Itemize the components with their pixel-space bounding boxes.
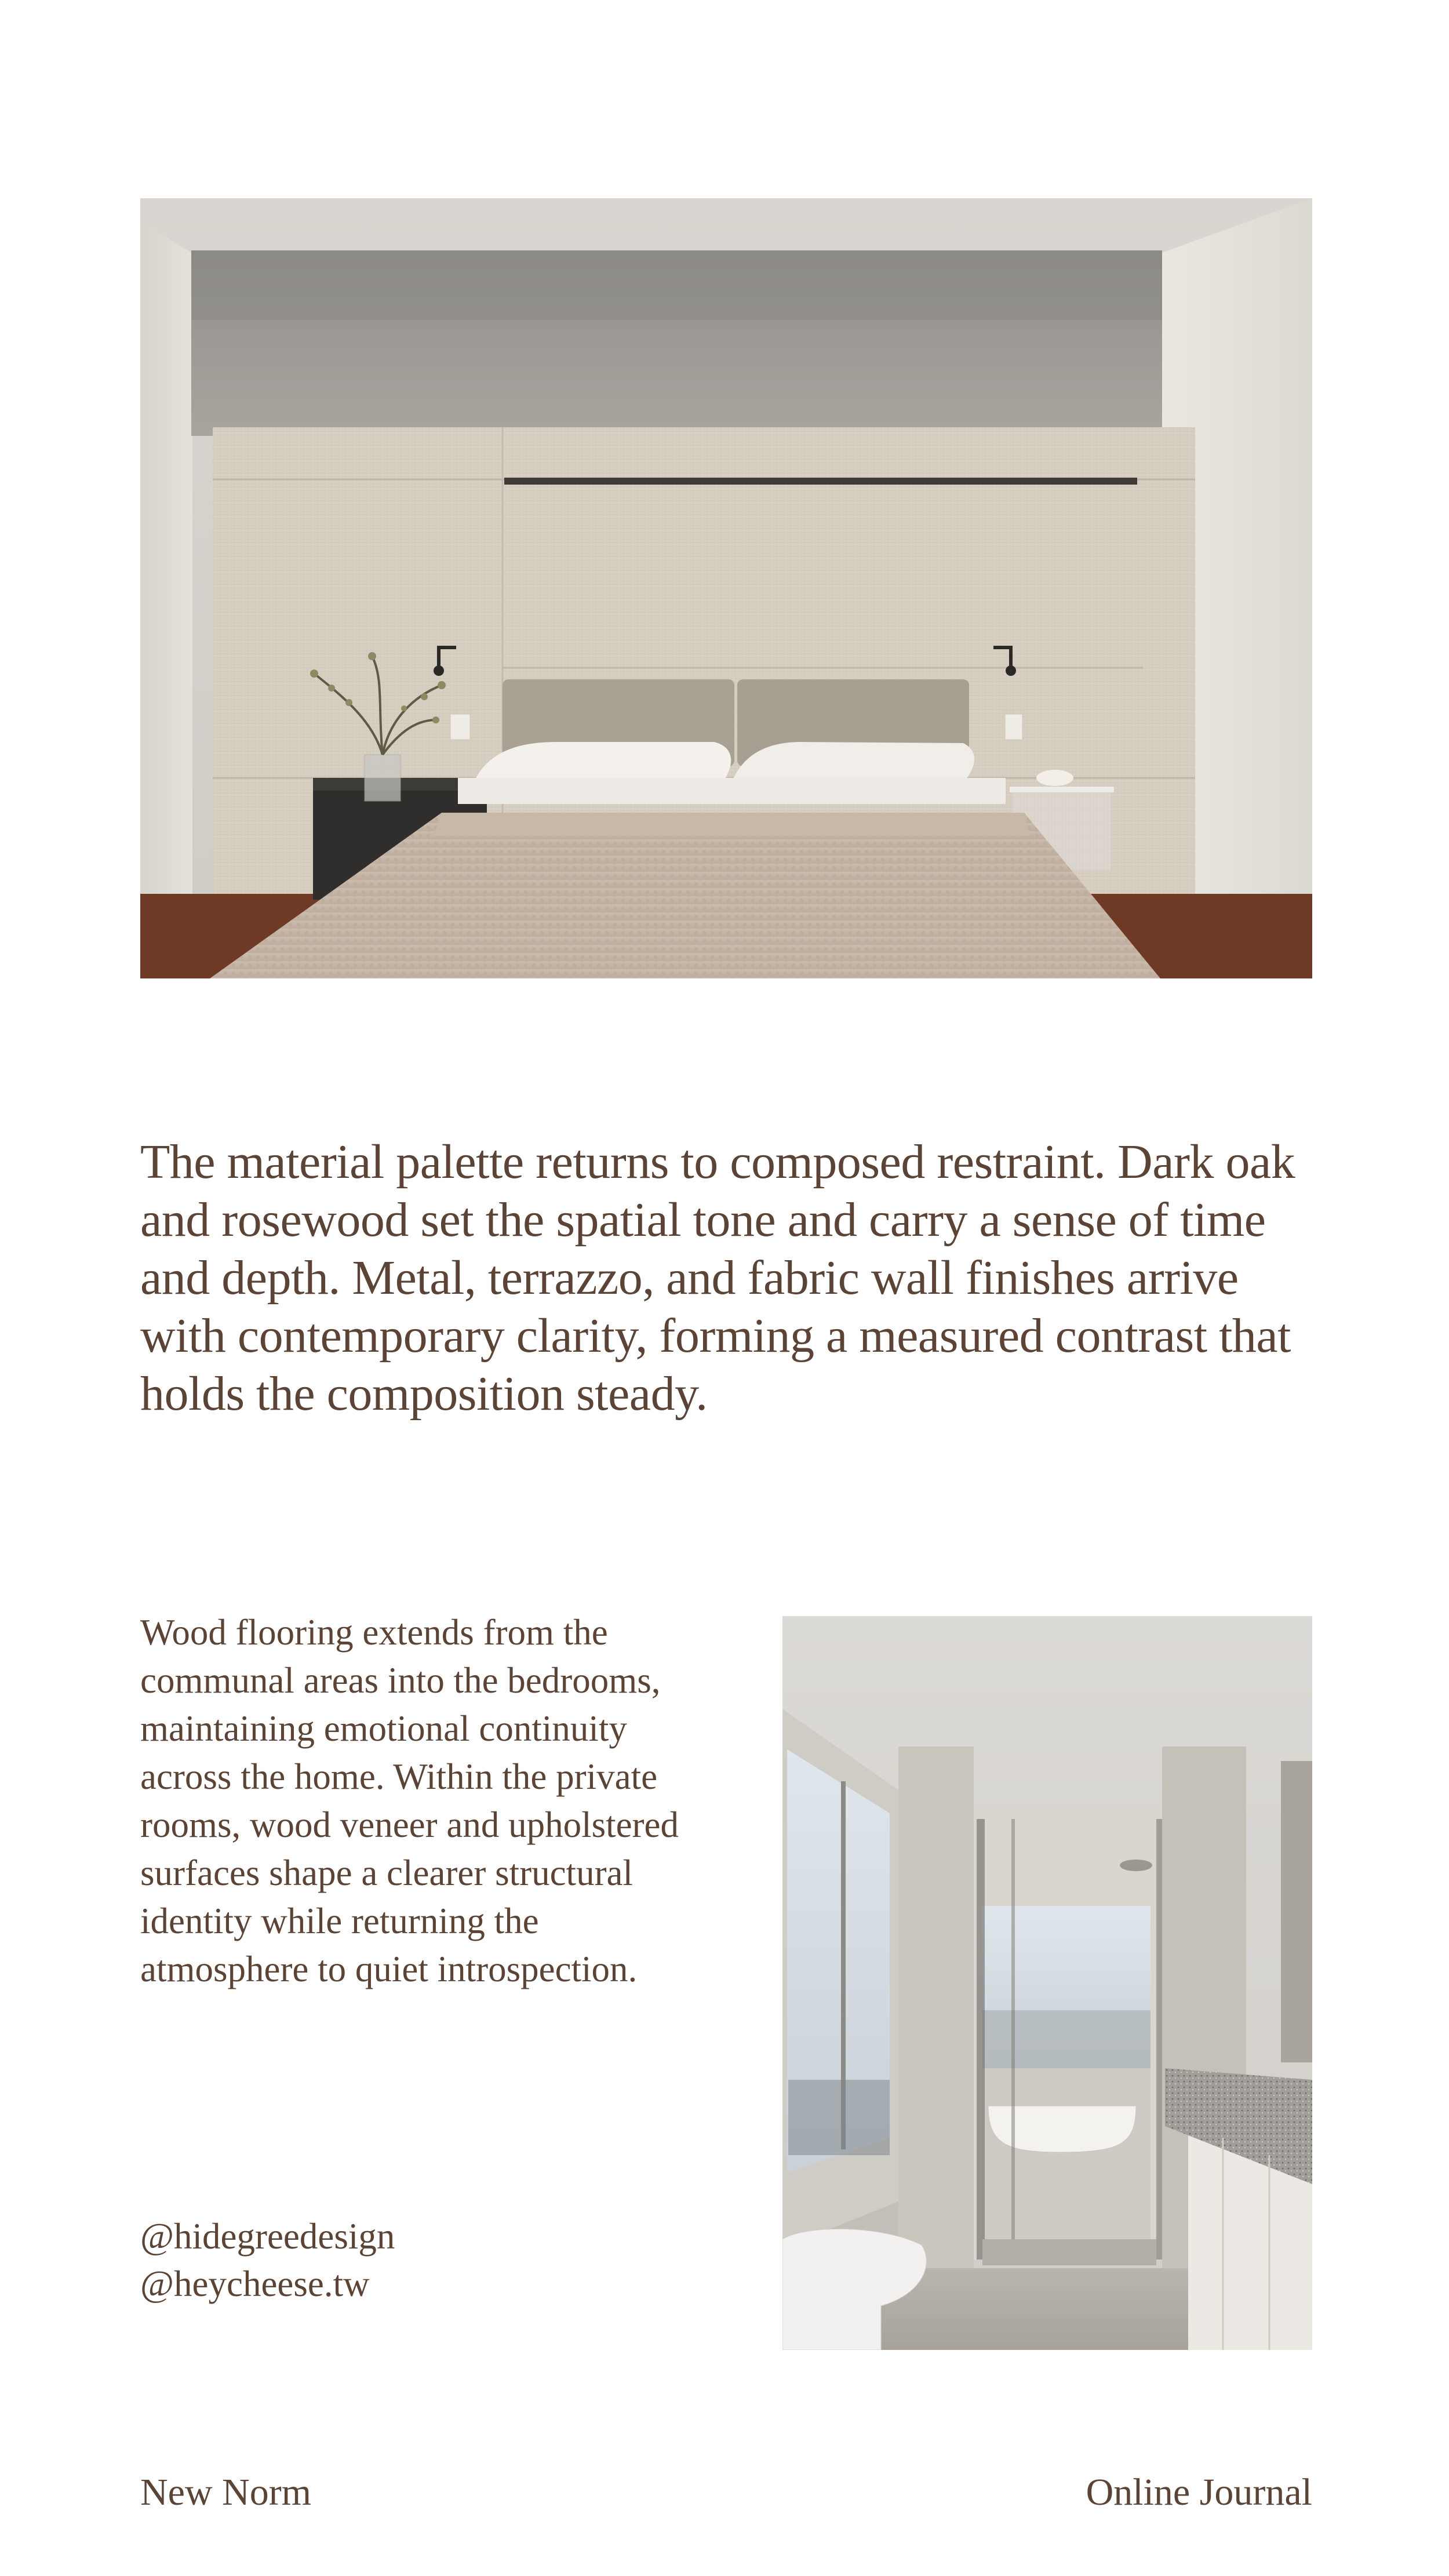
lead-paragraph: The material palette returns to composed restraint. Dark oak and rosewood set the spatial tone and carry a sense of time and depth. Metal, terrazzo, and fabric wall finishes arrive with contemporary clarity, forming a measured contrast that holds the composition steady. — [140, 1135, 1295, 1421]
credit-handle-heycheese[interactable]: @heycheese.tw — [140, 2264, 370, 2304]
credit-handle-hidegreedesign[interactable]: @hidegreedesign — [140, 2216, 395, 2257]
bedroom-photo — [140, 198, 1312, 978]
credits — [140, 2213, 662, 2308]
body-paragraph: Wood flooring extends from the communal areas into the bedrooms, maintaining emotional continuity across the home. Within the private rooms, wood veneer and upholstered surfaces shape a clearer structural identity while returning the atmosphere to quiet introspection. — [140, 1612, 679, 1989]
bathroom-photo — [782, 1616, 1312, 2350]
footer-section-label: Online Journal — [1086, 2471, 1312, 2513]
footer-brand: New Norm — [140, 2471, 312, 2513]
bathroom-illustration — [782, 1616, 1312, 2350]
bedroom-illustration — [140, 198, 1312, 978]
